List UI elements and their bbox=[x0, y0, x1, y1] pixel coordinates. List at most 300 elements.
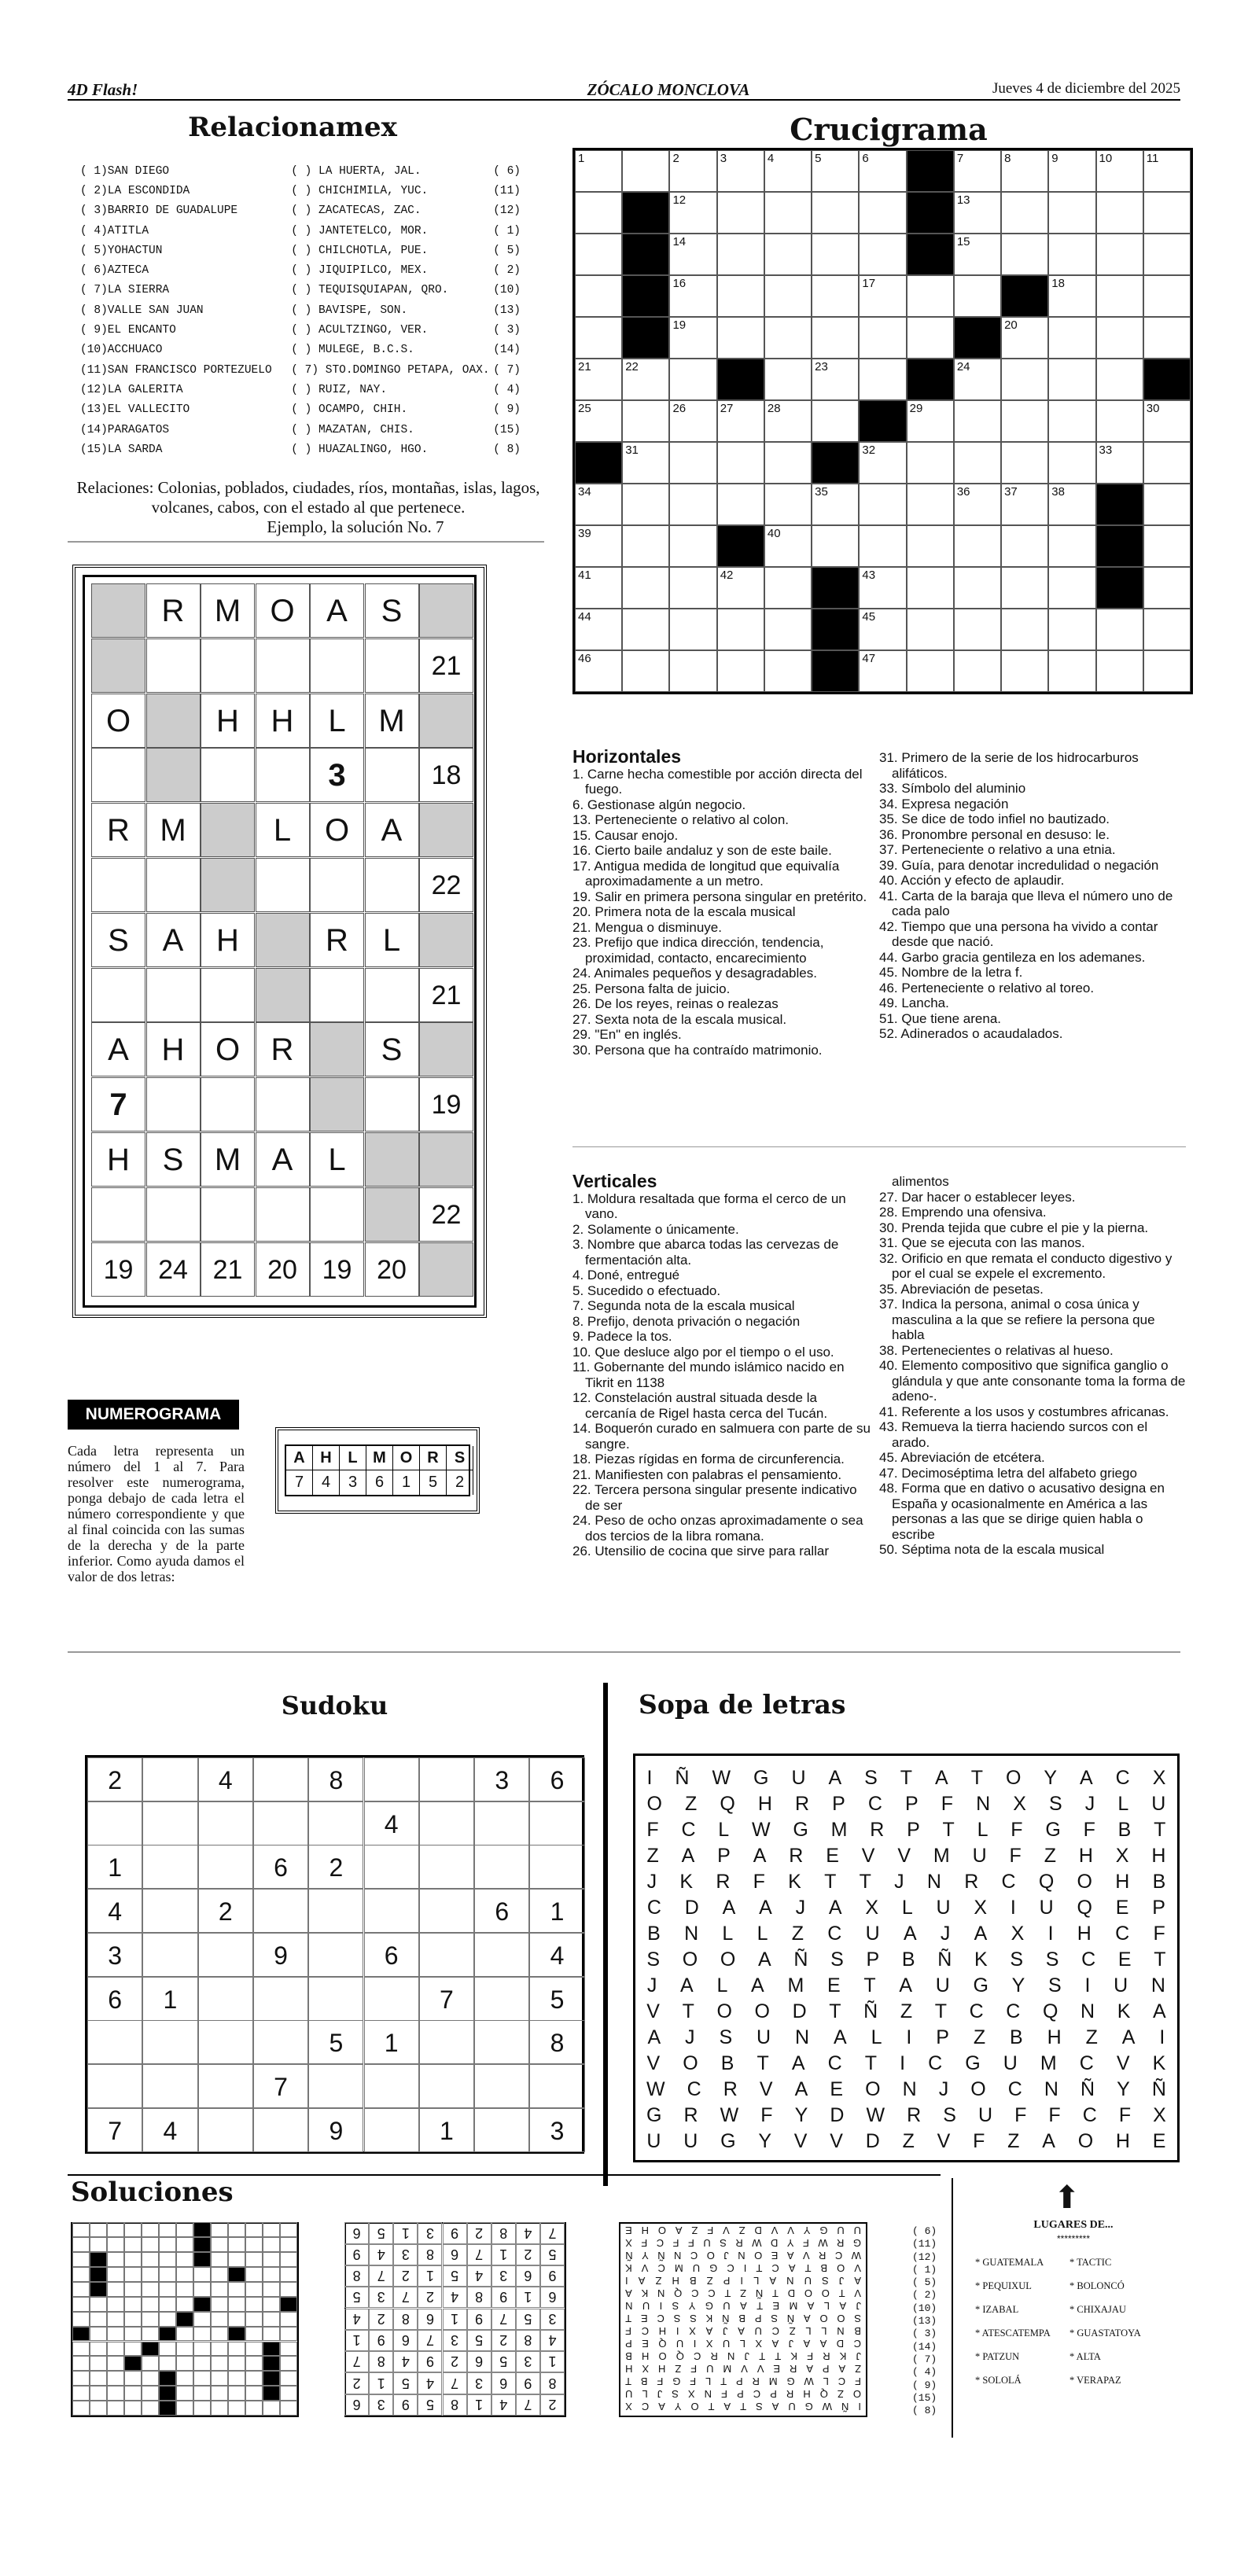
state-name[interactable]: ( ) JANTETELCO, MOR. bbox=[291, 224, 429, 237]
wordsearch-letter[interactable]: G bbox=[753, 1767, 769, 1789]
crossword-cell[interactable] bbox=[1001, 525, 1048, 567]
wordsearch-letter[interactable]: X bbox=[1152, 1767, 1166, 1789]
wordsearch-letter[interactable]: T bbox=[863, 1974, 876, 1996]
numerograma-cell[interactable] bbox=[256, 858, 310, 912]
numerograma-cell[interactable] bbox=[201, 968, 255, 1022]
wordsearch-letter[interactable]: R bbox=[907, 2104, 922, 2126]
numerograma-cell[interactable] bbox=[91, 1187, 145, 1242]
sudoku-cell[interactable] bbox=[419, 1757, 474, 1801]
crossword-cell[interactable] bbox=[764, 234, 812, 275]
wordsearch-letter[interactable]: O bbox=[754, 2000, 770, 2022]
wordsearch-letter[interactable]: U bbox=[1003, 2052, 1018, 2074]
state-name[interactable]: ( ) CHICHIMILÁ, YUC. bbox=[291, 184, 429, 197]
wordsearch-letter[interactable]: C bbox=[928, 2052, 943, 2074]
numerograma-cell[interactable]: H bbox=[201, 913, 255, 967]
crossword-cell[interactable] bbox=[1096, 609, 1143, 650]
crossword-cell[interactable] bbox=[1143, 567, 1191, 609]
sudoku-cell[interactable] bbox=[529, 1801, 584, 1846]
numerograma-cell[interactable]: A bbox=[365, 803, 419, 857]
numerograma-cell[interactable] bbox=[256, 748, 310, 802]
numerograma-cell[interactable]: O bbox=[91, 694, 145, 748]
sudoku-cell[interactable] bbox=[419, 2064, 474, 2108]
crossword-cell[interactable] bbox=[859, 484, 906, 525]
sudoku-cell[interactable] bbox=[198, 1845, 253, 1889]
sudoku-cell[interactable] bbox=[142, 1801, 197, 1846]
wordsearch-letter[interactable]: M bbox=[830, 1819, 848, 1841]
wordsearch-grid[interactable] bbox=[633, 1754, 1180, 2162]
crossword-cell[interactable] bbox=[859, 192, 906, 234]
wordsearch-letter[interactable]: A bbox=[753, 1845, 767, 1867]
wordsearch-letter[interactable]: U bbox=[935, 1974, 950, 1996]
wordsearch-letter[interactable]: I bbox=[1047, 1923, 1054, 1945]
crossword-cell[interactable] bbox=[1143, 150, 1191, 192]
sudoku-grid[interactable] bbox=[85, 1755, 584, 2154]
sudoku-cell[interactable] bbox=[419, 1845, 474, 1889]
sudoku-cell[interactable] bbox=[529, 1845, 584, 1889]
wordsearch-letter[interactable]: T bbox=[859, 1871, 871, 1893]
wordsearch-letter[interactable]: J bbox=[894, 1871, 904, 1893]
wordsearch-letter[interactable]: K bbox=[679, 1871, 694, 1893]
wordsearch-letter[interactable]: D bbox=[684, 1897, 699, 1919]
crossword-cell[interactable] bbox=[622, 525, 669, 567]
wordsearch-letter[interactable]: A bbox=[974, 1923, 988, 1945]
wordsearch-letter[interactable]: Z bbox=[646, 1845, 659, 1867]
crossword-cell[interactable] bbox=[812, 525, 859, 567]
numerograma-cell[interactable]: A bbox=[310, 583, 364, 638]
crossword-cell[interactable] bbox=[622, 150, 669, 192]
wordsearch-letter[interactable]: V bbox=[861, 1845, 875, 1867]
crossword-cell[interactable] bbox=[1001, 400, 1048, 442]
crossword-cell[interactable] bbox=[764, 317, 812, 359]
sudoku-cell[interactable] bbox=[198, 2108, 253, 2152]
wordsearch-letter[interactable]: Ñ bbox=[675, 1767, 690, 1789]
wordsearch-letter[interactable]: R bbox=[964, 1871, 979, 1893]
wordsearch-letter[interactable]: U bbox=[972, 1845, 987, 1867]
wordsearch-letter[interactable]: V bbox=[897, 1845, 911, 1867]
crossword-cell[interactable] bbox=[717, 275, 764, 317]
crossword-cell[interactable] bbox=[575, 234, 622, 275]
sudoku-cell[interactable] bbox=[142, 2064, 197, 2108]
wordsearch-letter[interactable]: F bbox=[1011, 1819, 1023, 1841]
wordsearch-letter[interactable]: O bbox=[720, 1949, 736, 1971]
crossword-cell[interactable] bbox=[954, 525, 1001, 567]
wordsearch-letter[interactable]: F bbox=[1048, 2104, 1061, 2126]
wordsearch-letter[interactable]: A bbox=[758, 1949, 771, 1971]
numerograma-cell[interactable] bbox=[91, 858, 145, 912]
crossword-cell[interactable] bbox=[622, 359, 669, 400]
crossword-cell[interactable] bbox=[812, 359, 859, 400]
crossword-cell[interactable] bbox=[1143, 234, 1191, 275]
crossword-cell[interactable] bbox=[1001, 650, 1048, 692]
wordsearch-letter[interactable]: C bbox=[1081, 1949, 1096, 1971]
wordsearch-letter[interactable]: V bbox=[759, 2078, 773, 2100]
numerograma-cell[interactable]: 19 bbox=[419, 1077, 473, 1132]
wordsearch-letter[interactable]: O bbox=[865, 2078, 881, 2100]
wordsearch-letter[interactable]: F bbox=[1009, 1845, 1022, 1867]
numerograma-cell[interactable]: H bbox=[146, 1022, 201, 1076]
wordsearch-letter[interactable]: U bbox=[977, 2104, 993, 2126]
sudoku-cell[interactable] bbox=[253, 1977, 308, 2021]
crossword-cell[interactable] bbox=[1096, 234, 1143, 275]
crossword-cell[interactable] bbox=[954, 275, 1001, 317]
crossword-cell[interactable] bbox=[669, 609, 716, 650]
wordsearch-letter[interactable]: G bbox=[646, 2104, 662, 2126]
wordsearch-letter[interactable]: Z bbox=[791, 1923, 804, 1945]
crossword-cell[interactable] bbox=[907, 567, 954, 609]
wordsearch-letter[interactable]: N bbox=[1080, 2000, 1095, 2022]
wordsearch-letter[interactable]: L bbox=[757, 1923, 768, 1945]
crossword-cell[interactable] bbox=[669, 150, 716, 192]
crossword-cell[interactable] bbox=[1001, 234, 1048, 275]
crossword-cell[interactable] bbox=[717, 317, 764, 359]
wordsearch-letter[interactable]: T bbox=[824, 1871, 837, 1893]
wordsearch-letter[interactable]: D bbox=[830, 2104, 845, 2126]
crossword-cell[interactable] bbox=[907, 525, 954, 567]
wordsearch-letter[interactable]: T bbox=[934, 2000, 948, 2022]
crossword-cell[interactable] bbox=[669, 650, 716, 692]
numerograma-cell[interactable] bbox=[146, 968, 201, 1022]
sudoku-cell[interactable] bbox=[419, 1933, 474, 1977]
sudoku-cell[interactable] bbox=[474, 2064, 529, 2108]
numerograma-cell[interactable] bbox=[256, 638, 310, 693]
sudoku-cell[interactable] bbox=[308, 1889, 363, 1933]
wordsearch-letter[interactable]: Ñ bbox=[937, 1949, 952, 1971]
wordsearch-letter[interactable]: X bbox=[865, 1897, 879, 1919]
sudoku-cell[interactable] bbox=[142, 1845, 197, 1889]
wordsearch-letter[interactable]: O bbox=[1005, 1767, 1022, 1789]
state-name[interactable]: ( ) RUIZ, NAY. bbox=[291, 383, 388, 396]
numerograma-cell[interactable] bbox=[365, 638, 419, 693]
wordsearch-letter[interactable]: B bbox=[1117, 1819, 1132, 1841]
crossword-cell[interactable] bbox=[1096, 400, 1143, 442]
crossword-cell[interactable] bbox=[575, 359, 622, 400]
wordsearch-letter[interactable]: C bbox=[969, 2000, 984, 2022]
sudoku-cell[interactable] bbox=[253, 1801, 308, 1846]
crossword-cell[interactable] bbox=[1001, 317, 1048, 359]
crossword-cell[interactable] bbox=[907, 275, 954, 317]
numerograma-cell[interactable]: A bbox=[146, 913, 201, 967]
wordsearch-letter[interactable]: E bbox=[826, 1845, 839, 1867]
sudoku-cell[interactable] bbox=[474, 2020, 529, 2064]
crossword-cell[interactable] bbox=[669, 442, 716, 484]
wordsearch-letter[interactable]: A bbox=[1080, 1767, 1093, 1789]
crossword-cell[interactable] bbox=[1143, 317, 1191, 359]
state-name[interactable]: ( ) BAVISPE, SON. bbox=[291, 304, 408, 317]
wordsearch-letter[interactable]: T bbox=[1154, 1819, 1166, 1841]
sudoku-cell[interactable] bbox=[87, 2020, 142, 2064]
crossword-cell[interactable] bbox=[764, 400, 812, 442]
numerograma-cell[interactable]: 19 bbox=[310, 1242, 364, 1297]
wordsearch-letter[interactable]: N bbox=[1150, 1974, 1165, 1996]
crossword-cell[interactable] bbox=[1048, 400, 1095, 442]
wordsearch-letter[interactable]: A bbox=[759, 1897, 772, 1919]
wordsearch-letter[interactable]: C bbox=[1115, 1767, 1130, 1789]
crossword-cell[interactable] bbox=[1143, 275, 1191, 317]
crossword-cell[interactable] bbox=[1143, 609, 1191, 650]
sudoku-cell[interactable] bbox=[198, 2064, 253, 2108]
crossword-cell[interactable] bbox=[859, 650, 906, 692]
wordsearch-letter[interactable]: G bbox=[973, 1974, 988, 1996]
numerograma-cell[interactable] bbox=[91, 968, 145, 1022]
wordsearch-letter[interactable]: W bbox=[866, 2104, 885, 2126]
crossword-cell[interactable] bbox=[954, 484, 1001, 525]
numerograma-cell[interactable]: 7 bbox=[91, 1077, 145, 1132]
wordsearch-letter[interactable]: P bbox=[717, 1845, 731, 1867]
wordsearch-letter[interactable]: I bbox=[646, 1767, 653, 1789]
crossword-cell[interactable] bbox=[717, 442, 764, 484]
numerograma-cell[interactable]: L bbox=[310, 694, 364, 748]
crossword-cell[interactable] bbox=[1001, 609, 1048, 650]
wordsearch-letter[interactable]: V bbox=[937, 2130, 951, 2152]
crossword-cell[interactable] bbox=[764, 192, 812, 234]
crossword-cell[interactable] bbox=[1143, 650, 1191, 692]
wordsearch-letter[interactable]: A bbox=[899, 1974, 913, 1996]
numerograma-cell[interactable]: 24 bbox=[146, 1242, 201, 1297]
wordsearch-letter[interactable]: Z bbox=[1007, 2130, 1020, 2152]
wordsearch-letter[interactable]: J bbox=[940, 1923, 951, 1945]
crossword-cell[interactable] bbox=[764, 609, 812, 650]
wordsearch-letter[interactable]: E bbox=[1152, 2130, 1166, 2152]
wordsearch-letter[interactable]: Z bbox=[973, 2026, 986, 2048]
numerograma-cell[interactable]: L bbox=[365, 913, 419, 967]
state-name[interactable]: ( ) ACULTZINGO, VER. bbox=[291, 324, 429, 337]
wordsearch-letter[interactable]: W bbox=[712, 1767, 731, 1789]
sudoku-cell[interactable] bbox=[364, 1757, 419, 1801]
sudoku-cell[interactable] bbox=[142, 1933, 197, 1977]
wordsearch-letter[interactable]: L bbox=[1117, 1793, 1129, 1815]
wordsearch-letter[interactable]: A bbox=[1153, 2000, 1166, 2022]
crossword-cell[interactable] bbox=[812, 275, 859, 317]
crossword-cell[interactable] bbox=[907, 484, 954, 525]
wordsearch-letter[interactable]: A bbox=[680, 1974, 694, 1996]
wordsearch-letter[interactable]: R bbox=[723, 2078, 738, 2100]
crossword-cell[interactable] bbox=[1096, 150, 1143, 192]
wordsearch-letter[interactable]: C bbox=[1115, 1923, 1130, 1945]
wordsearch-letter[interactable]: C bbox=[1007, 2078, 1022, 2100]
sudoku-cell[interactable] bbox=[419, 2020, 474, 2064]
sudoku-cell[interactable] bbox=[198, 1933, 253, 1977]
wordsearch-letter[interactable]: B bbox=[720, 2052, 734, 2074]
numerograma-cell[interactable]: H bbox=[201, 694, 255, 748]
crossword-cell[interactable] bbox=[1001, 442, 1048, 484]
wordsearch-letter[interactable]: L bbox=[901, 1897, 913, 1919]
sudoku-cell[interactable] bbox=[198, 2020, 253, 2064]
crossword-cell[interactable] bbox=[575, 192, 622, 234]
wordsearch-letter[interactable]: U bbox=[1151, 1793, 1166, 1815]
wordsearch-letter[interactable]: F bbox=[973, 2130, 985, 2152]
crossword-cell[interactable] bbox=[907, 650, 954, 692]
crossword-cell[interactable] bbox=[575, 400, 622, 442]
state-name[interactable]: ( ) MAZATÁN, CHIS. bbox=[291, 423, 414, 436]
wordsearch-letter[interactable]: O bbox=[682, 1949, 698, 1971]
wordsearch-letter[interactable]: C bbox=[1079, 2052, 1094, 2074]
wordsearch-letter[interactable]: I bbox=[1159, 2026, 1165, 2048]
crossword-cell[interactable] bbox=[1143, 192, 1191, 234]
sudoku-cell[interactable] bbox=[198, 1801, 253, 1846]
crossword-cell[interactable] bbox=[1096, 317, 1143, 359]
wordsearch-letter[interactable]: U bbox=[936, 1897, 951, 1919]
wordsearch-letter[interactable]: A bbox=[828, 1767, 842, 1789]
crossword-cell[interactable] bbox=[622, 650, 669, 692]
numerograma-cell[interactable] bbox=[256, 1077, 310, 1132]
numerograma-cell[interactable]: R bbox=[256, 1022, 310, 1076]
crossword-cell[interactable] bbox=[1143, 484, 1191, 525]
wordsearch-letter[interactable]: T bbox=[900, 1767, 913, 1789]
wordsearch-letter[interactable]: F bbox=[1083, 1819, 1095, 1841]
wordsearch-letter[interactable]: K bbox=[1152, 2052, 1166, 2074]
wordsearch-letter[interactable]: F bbox=[1153, 1923, 1165, 1945]
crossword-cell[interactable] bbox=[717, 150, 764, 192]
numerograma-cell[interactable] bbox=[310, 638, 364, 693]
wordsearch-letter[interactable]: O bbox=[646, 1793, 662, 1815]
wordsearch-letter[interactable]: R bbox=[683, 2104, 698, 2126]
numerograma-cell[interactable]: M bbox=[201, 583, 255, 638]
crossword-cell[interactable] bbox=[812, 150, 859, 192]
wordsearch-letter[interactable]: D bbox=[865, 2130, 880, 2152]
crossword-cell[interactable] bbox=[575, 317, 622, 359]
numerograma-cell[interactable] bbox=[146, 1187, 201, 1242]
crossword-cell[interactable] bbox=[764, 275, 812, 317]
crossword-cell[interactable] bbox=[669, 400, 716, 442]
wordsearch-letter[interactable]: S bbox=[646, 1949, 661, 1971]
crossword-cell[interactable] bbox=[1096, 650, 1143, 692]
crossword-cell[interactable] bbox=[717, 234, 764, 275]
crossword-cell[interactable] bbox=[812, 484, 859, 525]
numerograma-cell[interactable]: S bbox=[365, 1022, 419, 1076]
wordsearch-letter[interactable]: H bbox=[1047, 2026, 1062, 2048]
crossword-cell[interactable] bbox=[622, 609, 669, 650]
numerograma-cell[interactable] bbox=[365, 1077, 419, 1132]
crossword-cell[interactable] bbox=[859, 442, 906, 484]
wordsearch-letter[interactable]: L bbox=[718, 1819, 730, 1841]
wordsearch-letter[interactable]: S bbox=[1048, 1974, 1062, 1996]
wordsearch-letter[interactable]: A bbox=[1042, 2130, 1055, 2152]
numerograma-cell[interactable]: 18 bbox=[419, 748, 473, 802]
numerograma-cell[interactable]: L bbox=[256, 803, 310, 857]
wordsearch-letter[interactable]: F bbox=[1118, 2104, 1132, 2126]
crossword-cell[interactable] bbox=[954, 400, 1001, 442]
numerograma-cell[interactable]: 20 bbox=[256, 1242, 310, 1297]
wordsearch-letter[interactable]: K bbox=[974, 1949, 988, 1971]
wordsearch-letter[interactable]: O bbox=[1077, 1871, 1092, 1893]
crossword-cell[interactable] bbox=[859, 359, 906, 400]
wordsearch-letter[interactable]: A bbox=[751, 1974, 764, 1996]
crossword-cell[interactable] bbox=[1048, 442, 1095, 484]
state-name[interactable]: ( ) JIQUIPILCO, MEX. bbox=[291, 264, 429, 278]
wordsearch-letter[interactable]: X bbox=[1011, 1923, 1025, 1945]
numerograma-cell[interactable] bbox=[201, 748, 255, 802]
crossword-cell[interactable] bbox=[859, 609, 906, 650]
wordsearch-letter[interactable]: N bbox=[926, 1871, 941, 1893]
wordsearch-letter[interactable]: Z bbox=[685, 1793, 698, 1815]
wordsearch-letter[interactable]: H bbox=[757, 1793, 772, 1815]
wordsearch-letter[interactable]: R bbox=[795, 1793, 810, 1815]
crossword-cell[interactable] bbox=[1096, 359, 1143, 400]
crossword-grid[interactable] bbox=[572, 148, 1193, 694]
wordsearch-letter[interactable]: V bbox=[646, 2052, 661, 2074]
crossword-cell[interactable] bbox=[954, 150, 1001, 192]
numerograma-cell[interactable]: 22 bbox=[419, 858, 473, 912]
crossword-cell[interactable] bbox=[575, 567, 622, 609]
wordsearch-letter[interactable]: H bbox=[1078, 1845, 1093, 1867]
crossword-cell[interactable] bbox=[1048, 234, 1095, 275]
wordsearch-letter[interactable]: S bbox=[1010, 1949, 1024, 1971]
crossword-cell[interactable] bbox=[575, 484, 622, 525]
crossword-cell[interactable] bbox=[669, 567, 716, 609]
state-name[interactable]: ( ) CHILCHOTLA, PUE. bbox=[291, 244, 429, 257]
numerograma-cell[interactable] bbox=[201, 638, 255, 693]
wordsearch-letter[interactable]: U bbox=[646, 2130, 661, 2152]
wordsearch-letter[interactable]: S bbox=[1049, 1793, 1062, 1815]
wordsearch-letter[interactable]: Y bbox=[1117, 2078, 1130, 2100]
numerograma-cell[interactable]: S bbox=[365, 583, 419, 638]
wordsearch-letter[interactable]: Z bbox=[1085, 2026, 1098, 2048]
crossword-cell[interactable] bbox=[1048, 359, 1095, 400]
crossword-cell[interactable] bbox=[575, 150, 622, 192]
wordsearch-letter[interactable]: N bbox=[684, 1923, 699, 1945]
sudoku-cell[interactable] bbox=[474, 1977, 529, 2021]
crossword-cell[interactable] bbox=[812, 317, 859, 359]
wordsearch-letter[interactable]: J bbox=[795, 1897, 806, 1919]
wordsearch-letter[interactable]: G bbox=[965, 2052, 981, 2074]
crossword-cell[interactable] bbox=[1048, 609, 1095, 650]
wordsearch-letter[interactable]: Q bbox=[1077, 1897, 1092, 1919]
sudoku-cell[interactable] bbox=[253, 2108, 308, 2152]
wordsearch-letter[interactable]: H bbox=[1115, 1871, 1130, 1893]
crossword-cell[interactable] bbox=[859, 525, 906, 567]
numerograma-cell[interactable]: O bbox=[310, 803, 364, 857]
crossword-cell[interactable] bbox=[859, 150, 906, 192]
crossword-cell[interactable] bbox=[954, 609, 1001, 650]
sudoku-cell[interactable] bbox=[253, 2020, 308, 2064]
wordsearch-letter[interactable]: L bbox=[716, 1974, 728, 1996]
crossword-cell[interactable] bbox=[859, 234, 906, 275]
sudoku-cell[interactable] bbox=[308, 1801, 363, 1846]
wordsearch-letter[interactable]: C bbox=[681, 1819, 696, 1841]
wordsearch-letter[interactable]: U bbox=[791, 1767, 806, 1789]
wordsearch-letter[interactable]: N bbox=[795, 2026, 810, 2048]
numerograma-cell[interactable]: O bbox=[256, 583, 310, 638]
wordsearch-letter[interactable]: S bbox=[864, 1767, 878, 1789]
sudoku-cell[interactable] bbox=[364, 2064, 419, 2108]
wordsearch-letter[interactable]: A bbox=[828, 1897, 842, 1919]
numerograma-cell[interactable]: 22 bbox=[419, 1187, 473, 1242]
crossword-cell[interactable] bbox=[764, 567, 812, 609]
crossword-cell[interactable] bbox=[717, 567, 764, 609]
crossword-cell[interactable] bbox=[669, 275, 716, 317]
wordsearch-letter[interactable]: B bbox=[1010, 2026, 1023, 2048]
crossword-cell[interactable] bbox=[1143, 442, 1191, 484]
crossword-cell[interactable] bbox=[575, 609, 622, 650]
numerograma-cell[interactable]: 20 bbox=[365, 1242, 419, 1297]
wordsearch-letter[interactable]: P bbox=[936, 2026, 949, 2048]
wordsearch-letter[interactable]: T bbox=[757, 2052, 769, 2074]
numerograma-cell[interactable]: M bbox=[146, 803, 201, 857]
wordsearch-letter[interactable]: P bbox=[1152, 1897, 1165, 1919]
sudoku-cell[interactable] bbox=[364, 1889, 419, 1933]
crossword-cell[interactable] bbox=[1001, 484, 1048, 525]
crossword-cell[interactable] bbox=[717, 192, 764, 234]
wordsearch-letter[interactable]: O bbox=[683, 2052, 698, 2074]
wordsearch-letter[interactable]: J bbox=[1084, 1793, 1095, 1815]
wordsearch-letter[interactable]: X bbox=[1115, 1845, 1129, 1867]
crossword-cell[interactable] bbox=[907, 609, 954, 650]
crossword-cell[interactable] bbox=[1143, 400, 1191, 442]
numerograma-cell[interactable] bbox=[365, 968, 419, 1022]
sudoku-cell[interactable] bbox=[142, 1757, 197, 1801]
crossword-cell[interactable] bbox=[669, 192, 716, 234]
numerograma-cell[interactable]: R bbox=[91, 803, 145, 857]
